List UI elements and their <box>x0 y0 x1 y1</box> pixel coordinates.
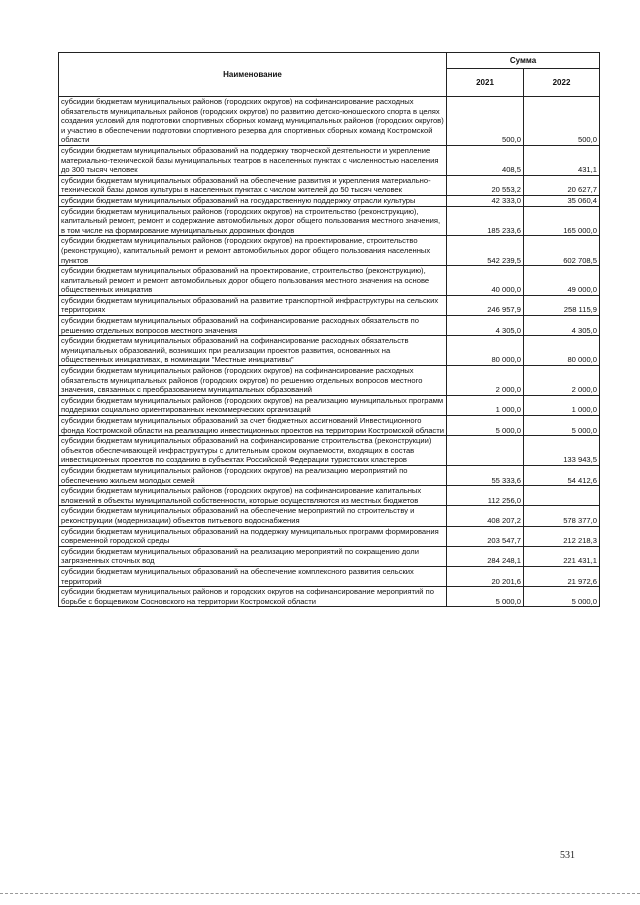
row-value-2022: 54 412,6 <box>524 465 600 485</box>
row-value-2021: 20 553,2 <box>447 175 524 195</box>
row-value-2021: 55 333,6 <box>447 465 524 485</box>
row-name: субсидии бюджетам муниципальных районов (городских округов) на софинансирование расходных обязательств муниципальных районов (городских округов) по решению отдельных вопросов местного значения, связанных с преобразованием муниципальных образований <box>59 366 447 396</box>
table-row <box>59 587 600 607</box>
row-value-2021: 246 957,9 <box>447 295 524 315</box>
row-value-2022: 21 972,6 <box>524 566 600 586</box>
row-value-2022: 4 305,0 <box>524 316 600 336</box>
row-value-2022: 578 377,0 <box>524 506 600 526</box>
row-value-2022: 431,1 <box>524 145 600 175</box>
header-sum: Сумма <box>447 53 600 69</box>
table-row <box>59 295 600 315</box>
row-value-2021: 112 256,0 <box>447 486 524 506</box>
row-name: субсидии бюджетам муниципальных образований на обеспечение мероприятий по строительству и реконструкции (модернизации) объектов питьевого водоснабжения <box>59 506 447 526</box>
table-row <box>59 416 600 436</box>
row-value-2022: 80 000,0 <box>524 336 600 366</box>
row-value-2022: 221 431,1 <box>524 546 600 566</box>
row-value-2021: 80 000,0 <box>447 336 524 366</box>
row-name: субсидии бюджетам муниципальных образований на софинансирование строительства (реконструкции) объектов обеспечивающей инфраструктуры с длительным сроком окупаемости, входящих в состав инвестиционных проектов по созданию в субъектах Российской Федерации туристских кластеров <box>59 436 447 466</box>
table-row <box>59 316 600 336</box>
row-value-2021: 203 547,7 <box>447 526 524 546</box>
row-value-2021 <box>447 436 524 466</box>
row-value-2022: 20 627,7 <box>524 175 600 195</box>
table-row <box>59 145 600 175</box>
row-value-2022: 500,0 <box>524 97 600 146</box>
table-row <box>59 236 600 266</box>
row-value-2021: 2 000,0 <box>447 366 524 396</box>
row-value-2022: 133 943,5 <box>524 436 600 466</box>
table-row <box>59 395 600 415</box>
header-year-2022: 2022 <box>524 69 600 97</box>
row-value-2021: 1 000,0 <box>447 395 524 415</box>
budget-table <box>58 52 600 607</box>
row-value-2022 <box>524 486 600 506</box>
table-row <box>59 97 600 146</box>
table-row <box>59 506 600 526</box>
row-name: субсидии бюджетам муниципальных образований на проектирование, строительство (реконструкцию), капитальный ремонт и ремонт автомобильных дорог общего пользования местного значения на основе общественных инициатив <box>59 266 447 296</box>
row-value-2021: 4 305,0 <box>447 316 524 336</box>
row-value-2022: 49 000,0 <box>524 266 600 296</box>
row-name: субсидии бюджетам муниципальных районов (городских округов) на софинансирование расходных обязательств муниципальных районов (городских округов) по развитию детско-юношеского спорта в целях создания условий для подготовки спортивных сборных команд муниципальных районов (городских округов) и участию в обеспечении подготовки спортивного резерва для спортивных сборных команд Костромской области <box>59 97 447 146</box>
table-row <box>59 266 600 296</box>
table-row <box>59 465 600 485</box>
row-name: субсидии бюджетам муниципальных образований на софинансирование расходных обязательств по решению отдельных вопросов местного значения <box>59 316 447 336</box>
row-name: субсидии бюджетам муниципальных образований на обеспечение развития и укрепления материально-технической базы домов культуры в населенных пунктах с числом жителей до 50 тысяч человек <box>59 175 447 195</box>
row-value-2021: 42 333,0 <box>447 195 524 206</box>
table-body <box>59 97 600 607</box>
row-value-2022: 165 000,0 <box>524 206 600 236</box>
row-value-2021: 5 000,0 <box>447 587 524 607</box>
table-row <box>59 486 600 506</box>
row-name: субсидии бюджетам муниципальных образований на обеспечение комплексного развития сельских территорий <box>59 566 447 586</box>
row-name: субсидии бюджетам муниципальных районов (городских округов) на софинансирование капитальных вложений в объекты муниципальной собственности, которые осуществляются из местных бюджетов <box>59 486 447 506</box>
row-name: субсидии бюджетам муниципальных образований на развитие транспортной инфраструктуры на сельских территориях <box>59 295 447 315</box>
row-value-2022: 258 115,9 <box>524 295 600 315</box>
row-value-2021: 408,5 <box>447 145 524 175</box>
row-value-2021: 185 233,6 <box>447 206 524 236</box>
scan-edge-line <box>0 893 640 894</box>
row-name: субсидии бюджетам муниципальных районов (городских округов) на проектирование, строительство (реконструкцию), капитальный ремонт и ремонт автомобильных дорог общего пользования населенных пунктов <box>59 236 447 266</box>
row-name: субсидии бюджетам муниципальных районов (городских округов) на реализацию мероприятий по обеспечению жильем молодых семей <box>59 465 447 485</box>
row-value-2021: 40 000,0 <box>447 266 524 296</box>
table-row <box>59 175 600 195</box>
table-row <box>59 336 600 366</box>
table-row <box>59 546 600 566</box>
row-value-2021: 5 000,0 <box>447 416 524 436</box>
header-year-2021: 2021 <box>447 69 524 97</box>
header-name: Наименование <box>59 53 447 97</box>
row-value-2021: 284 248,1 <box>447 546 524 566</box>
row-value-2021: 500,0 <box>447 97 524 146</box>
row-name: субсидии бюджетам муниципальных образований на реализацию мероприятий по сокращению доли загрязненных сточных вод <box>59 546 447 566</box>
row-name: субсидии бюджетам муниципальных образований на государственную поддержку отрасли культуры <box>59 195 447 206</box>
table-header <box>59 53 600 97</box>
row-name: субсидии бюджетам муниципальных образований за счет бюджетных ассигнований Инвестиционного фонда Костромской области на реализацию инвестиционных проектов на территории Костромской области <box>59 416 447 436</box>
row-value-2022: 2 000,0 <box>524 366 600 396</box>
row-value-2022: 1 000,0 <box>524 395 600 415</box>
row-value-2022: 212 218,3 <box>524 526 600 546</box>
row-name: субсидии бюджетам муниципальных районов (городских округов) на строительство (реконструкцию), капитальный ремонт, ремонт и содержание автомобильных дорог общего пользования местного значения, в том числе на формирование муниципальных дорожных фондов <box>59 206 447 236</box>
table-row <box>59 366 600 396</box>
page-number: 531 <box>560 850 575 861</box>
row-value-2022: 5 000,0 <box>524 587 600 607</box>
row-name: субсидии бюджетам муниципальных образований на софинансирование расходных обязательств муниципальных образований, возникших при реализации проектов развития, основанных на общественных инициативах, в номинации "Местные инициативы" <box>59 336 447 366</box>
table-row <box>59 206 600 236</box>
row-value-2021: 408 207,2 <box>447 506 524 526</box>
table-row <box>59 566 600 586</box>
row-name: субсидии бюджетам муниципальных районов (городских округов) на реализацию муниципальных программ поддержки социально ориентированных некоммерческих организаций <box>59 395 447 415</box>
table-row <box>59 526 600 546</box>
row-value-2021: 20 201,6 <box>447 566 524 586</box>
row-value-2021: 542 239,5 <box>447 236 524 266</box>
table-row <box>59 436 600 466</box>
row-name: субсидии бюджетам муниципальных районов и городских округов на софинансирование мероприятий по борьбе с борщевиком Сосновского на территории Костромской области <box>59 587 447 607</box>
row-value-2022: 35 060,4 <box>524 195 600 206</box>
table-row <box>59 195 600 206</box>
row-name: субсидии бюджетам муниципальных образований на поддержку муниципальных программ формирования современной городской среды <box>59 526 447 546</box>
row-value-2022: 602 708,5 <box>524 236 600 266</box>
row-value-2022: 5 000,0 <box>524 416 600 436</box>
row-name: субсидии бюджетам муниципальных образований на поддержку творческой деятельности и укрепление материально-технической базы муниципальных театров в населенных пунктах с численностью населения до 300 тысяч человек <box>59 145 447 175</box>
